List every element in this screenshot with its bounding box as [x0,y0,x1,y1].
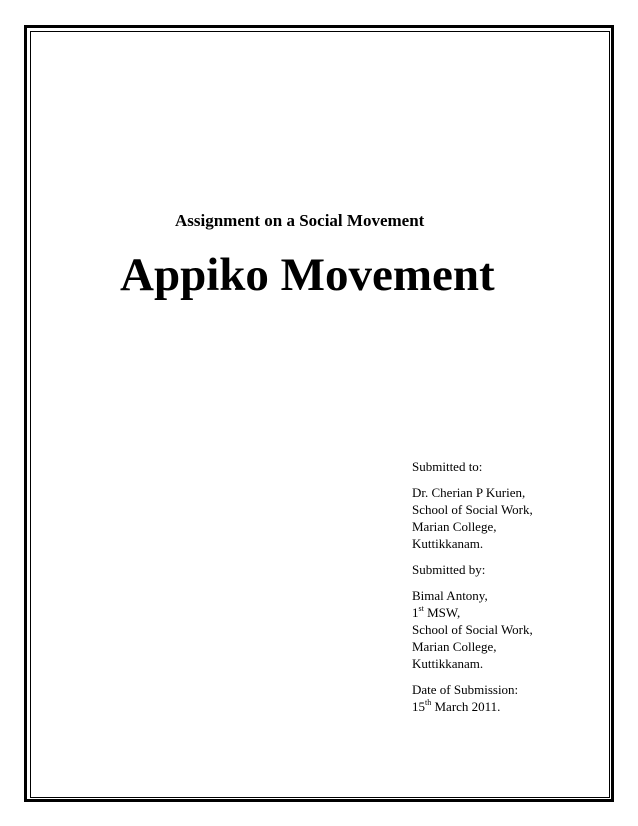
cover-subtitle: Assignment on a Social Movement [175,211,425,230]
submitted-by-name: Bimal Antony, [412,588,488,603]
submission-month-year: March 2011. [431,699,501,714]
submitted-by-year [412,604,602,621]
submitted-by-heading-block [412,561,602,578]
submission-date-heading: Date of Submission: [412,682,519,697]
submitted-to-heading-block [412,458,602,475]
year-number: 1 [412,605,419,620]
submitted-by-college: Marian College, [412,639,497,654]
cover-title: Appiko Movement [120,249,495,301]
submission-date-block [412,681,602,715]
submitted-to-block [412,484,602,552]
submitted-to-name: Dr. Cherian P Kurien, [412,485,526,500]
year-rest: MSW, [423,605,461,620]
submitted-to-department: School of Social Work, [412,502,533,517]
submitted-to-college: Marian College, [412,519,497,534]
submitted-to-heading: Submitted to: [412,459,483,474]
year-suffix: st [418,603,424,613]
submission-date [412,698,602,715]
submission-day: 15 [412,699,425,714]
submission-details [412,458,602,724]
submitted-by-place: Kuttikkanam. [412,656,484,671]
submitted-by-department: School of Social Work, [412,622,533,637]
submitted-by-heading: Submitted by: [412,562,486,577]
submitted-by-block [412,587,602,672]
submission-day-suffix: th [425,697,432,707]
submitted-to-place: Kuttikkanam. [412,536,484,551]
